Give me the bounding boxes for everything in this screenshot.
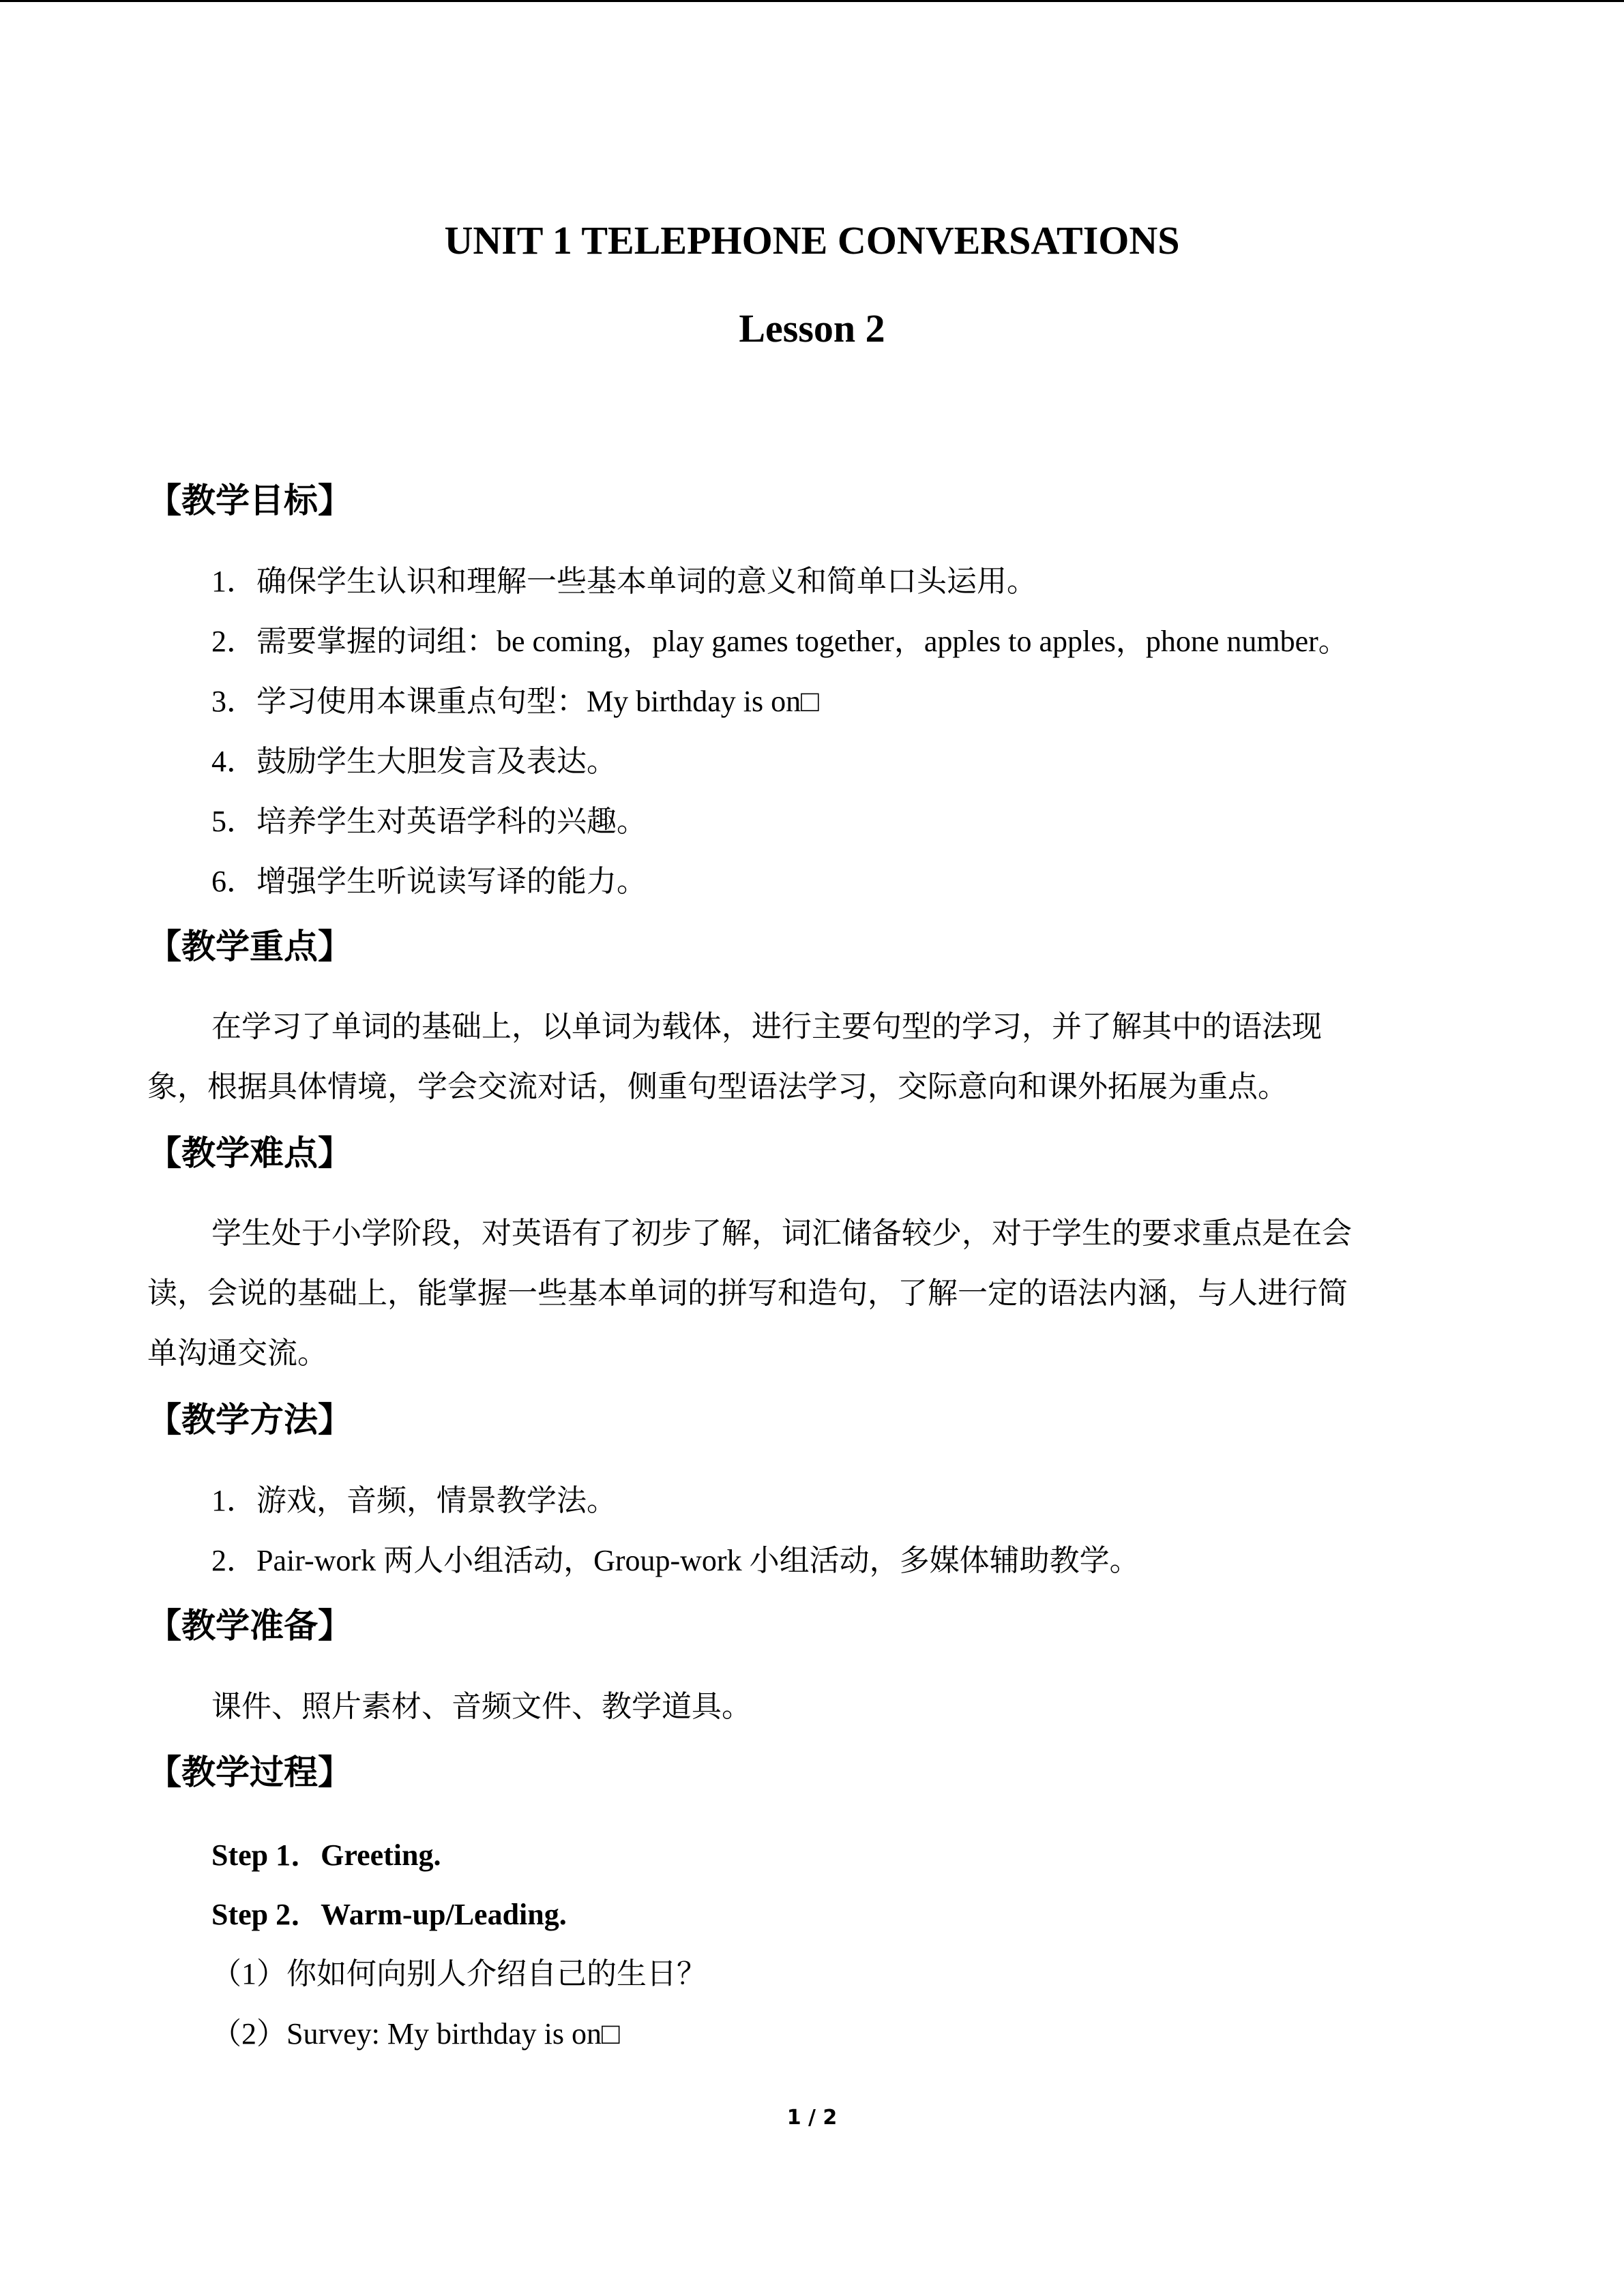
section-heading-process: 【教学过程】 xyxy=(147,1753,352,1792)
top-border-line xyxy=(0,0,1624,2)
paragraph-line: 学生处于小学阶段，对英语有了初步了解，词汇储备较少，对于学生的要求重点是在会 xyxy=(211,1217,1352,1250)
document-title: UNIT 1 TELEPHONE CONVERSATIONS xyxy=(444,218,1180,263)
section-heading-difficulties: 【教学难点】 xyxy=(147,1133,352,1173)
objective-item: 3．学习使用本课重点句型：My birthday is on□ xyxy=(211,685,819,718)
objective-item: 6．增强学生听说读写译的能力。 xyxy=(211,865,647,898)
paragraph-line: 在学习了单词的基础上，以单词为载体，进行主要句型的学习，并了解其中的语法现 xyxy=(211,1010,1322,1043)
process-subitem: （1）你如何向别人介绍自己的生日？ xyxy=(211,1957,707,1991)
objective-item: 2．需要掌握的词组：be coming，play games together，apples to apples，phone number。 xyxy=(211,625,1348,658)
preparation-text: 课件、照片素材、音频文件、教学道具。 xyxy=(211,1690,752,1723)
page-number: 1 / 2 xyxy=(786,2106,838,2130)
process-step: Step 1．Greeting. xyxy=(211,1838,441,1872)
method-item: 2．Pair-work 两人小组活动，Group-work 小组活动，多媒体辅助教学。 xyxy=(211,1544,1140,1577)
section-heading-key-points: 【教学重点】 xyxy=(147,927,352,966)
paragraph-line: 象，根据具体情境，学会交流对话，侧重句型语法学习，交际意向和课外拓展为重点。 xyxy=(147,1070,1288,1103)
process-step: Step 2．Warm-up/Leading. xyxy=(211,1898,567,1931)
objective-item: 5．培养学生对英语学科的兴趣。 xyxy=(211,805,647,838)
section-heading-objectives: 【教学目标】 xyxy=(147,481,352,520)
section-heading-methods: 【教学方法】 xyxy=(147,1400,352,1440)
paragraph-line: 单沟通交流。 xyxy=(147,1337,327,1370)
document-subtitle: Lesson 2 xyxy=(739,306,885,351)
method-item: 1．游戏，音频，情景教学法。 xyxy=(211,1484,617,1517)
paragraph-line: 读，会说的基础上，能掌握一些基本单词的拼写和造句，了解一定的语法内涵，与人进行简 xyxy=(147,1277,1348,1310)
objective-item: 1．确保学生认识和理解一些基本单词的意义和简单口头运用。 xyxy=(211,565,1037,598)
section-heading-preparation: 【教学准备】 xyxy=(147,1606,352,1645)
objective-item: 4．鼓励学生大胆发言及表达。 xyxy=(211,745,617,778)
process-subitem: （2）Survey: My birthday is on□ xyxy=(211,2017,620,2051)
